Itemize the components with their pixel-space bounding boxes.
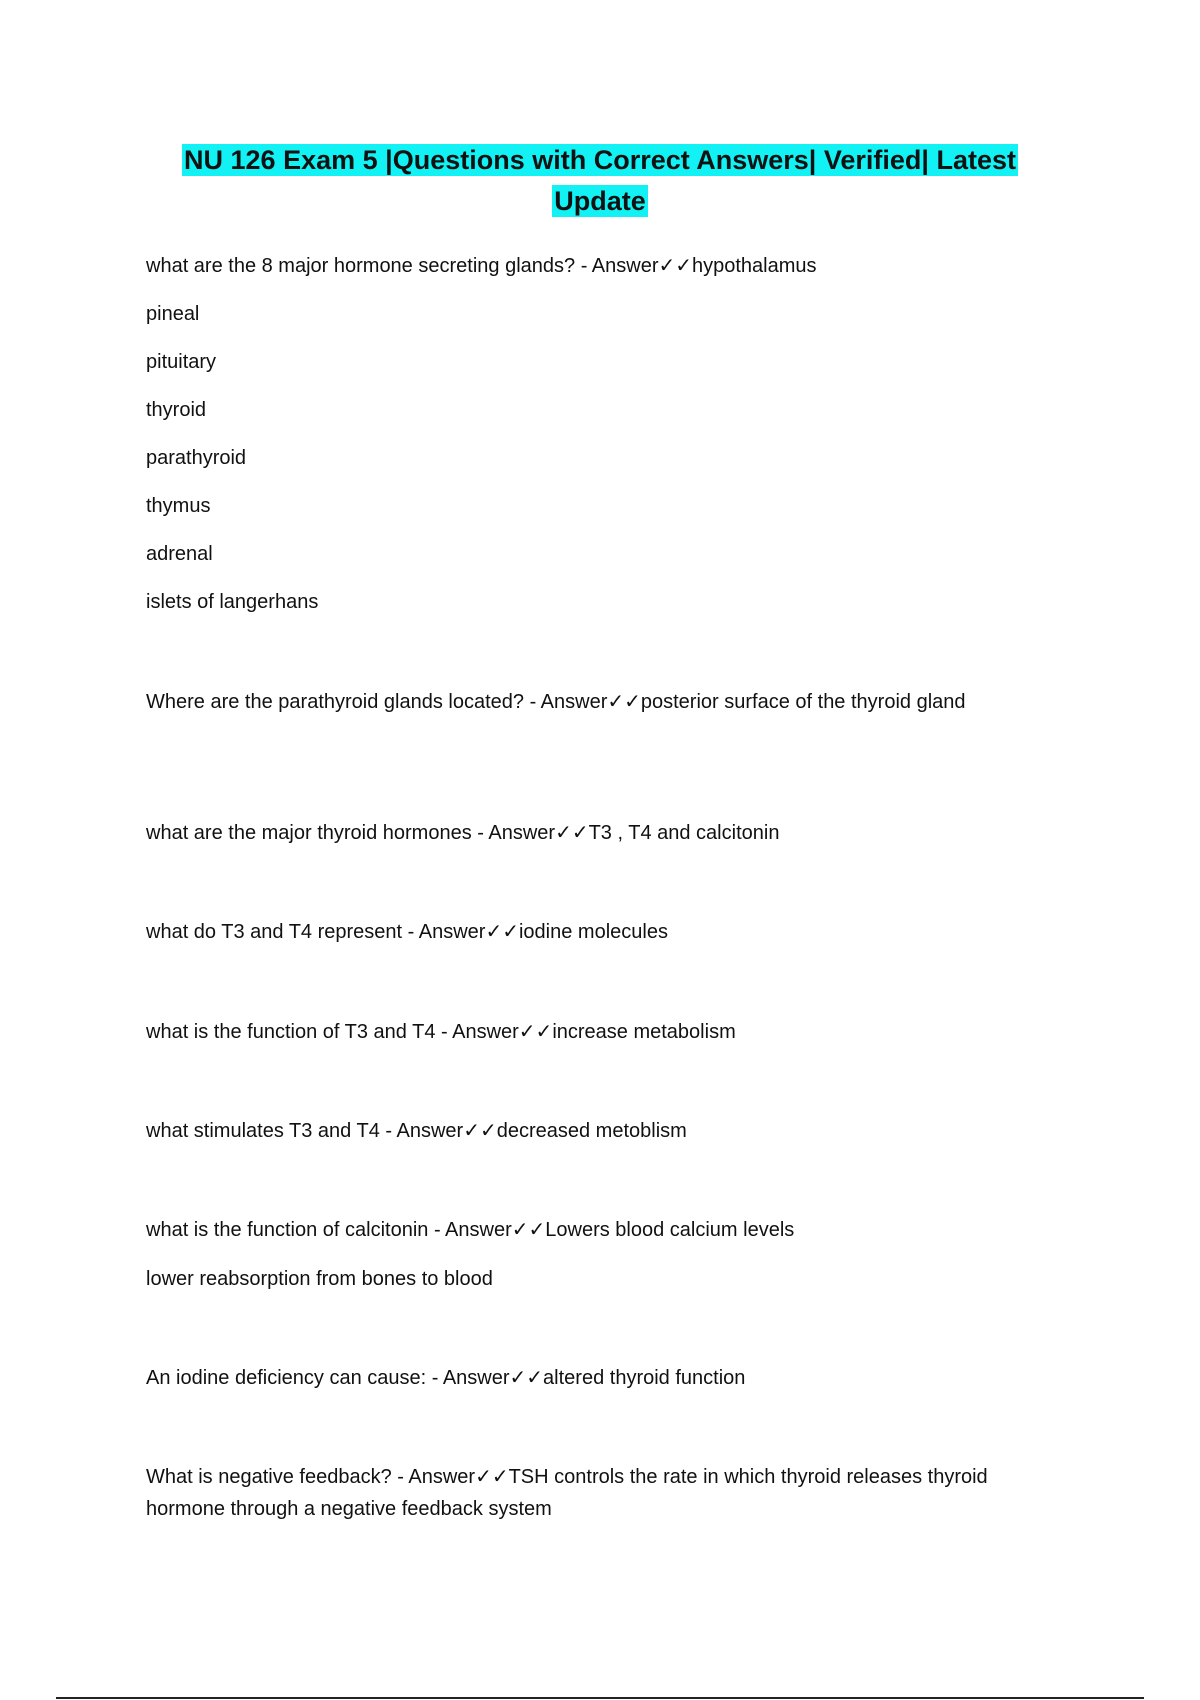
title-line-2: Update [554,186,646,216]
qa-item: Where are the parathyroid glands located? - Answer✓✓posterior surface of the thyroid gland [146,691,966,713]
footer-divider [56,1697,1144,1699]
qa-item: what do T3 and T4 represent - Answer✓✓iodine molecules [146,921,668,943]
qa-item: what stimulates T3 and T4 - Answer✓✓decreased metoblism [146,1120,687,1142]
qa-item: pineal [146,303,200,325]
qa-item: adrenal [146,543,213,565]
qa-item: What is negative feedback? - Answer✓✓TSH controls the rate in which thyroid releases thyroid hormone through a negative feedback system [146,1466,988,1520]
title-line-1: NU 126 Exam 5 |Questions with Correct Answers| Verified| Latest [184,145,1016,175]
qa-item: what is the function of T3 and T4 - Answer✓✓increase metabolism [146,1021,736,1043]
qa-item: thymus [146,495,211,517]
qa-item: what are the major thyroid hormones - Answer✓✓T3 , T4 and calcitonin [146,822,780,844]
qa-item: what are the 8 major hormone secreting glands? - Answer✓✓hypothalamus [146,255,817,277]
qa-item: islets of langerhans [146,591,319,613]
qa-item: parathyroid [146,447,247,469]
qa-item: thyroid [146,399,207,421]
document-title [140,140,1060,222]
qa-item: what is the function of calcitonin - Answer✓✓Lowers blood calcium levels [146,1219,795,1241]
qa-item: An iodine deficiency can cause: - Answer✓✓altered thyroid function [146,1367,746,1389]
qa-item: lower reabsorption from bones to blood [146,1268,493,1290]
qa-item: pituitary [146,351,217,373]
